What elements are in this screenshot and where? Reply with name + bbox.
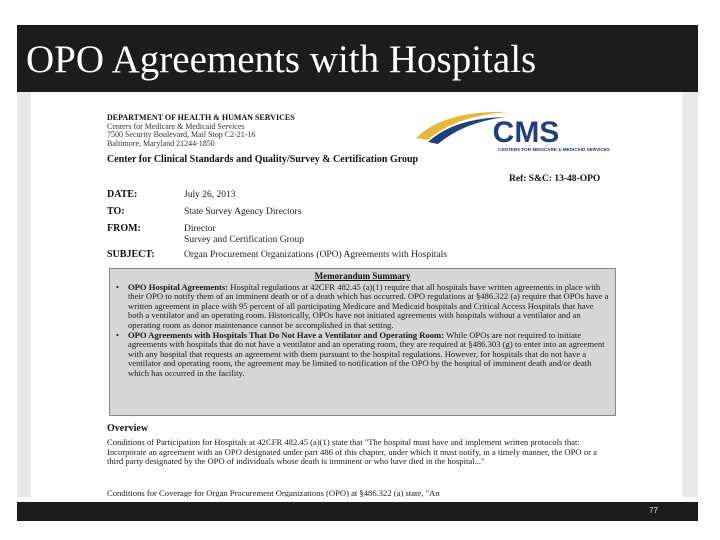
overview-paragraph: Conditions of Participation for Hospitals at 42CFR 482.45 (a)(1) state that "The hospital must have and implement written protocols that: Incorporate an agreement with an OPO designated under part 486 of this chapter, under which it must notify, in a timely manner, the OPO or a third party designated by the OPO of individuals whose death is imminent or who have died in the hospital..." [107,437,597,466]
overview-heading: Overview [107,423,149,434]
summary-title: Memorandum Summary [314,271,411,281]
group-name: Center for Clinical Standards and Quality/Survey & Certification Group [107,154,419,165]
from-label: FROM: [107,223,141,234]
bullet-icon: • [116,282,120,292]
cms-logo-letters: CMS [492,116,560,149]
date-label: DATE: [107,189,138,200]
agency-city: Baltimore, Maryland 21244-1850 [107,138,215,148]
slide-title: OPO Agreements with Hospitals [26,38,537,81]
agency-header [107,114,295,148]
cms-logo [414,108,614,154]
slide-footer [17,502,698,521]
summary-item-text: Hospital regulations at 42CFR 482.45 (a)(1) require that all hospitals have written agreements in place with their OPO to notify them of an imminent death or of a death which has occurred. OPO regulations at §486.322 (a) require that OPOs have a written agreement in place with 95 percent of all participating Medicare and Medicaid hospitals and Critical Access Hospitals that have both a ventilator and an operating room. Historically, OPOs have not initiated agreements with hospitals without a ventilator and an operating room as donor maintenance cannot be accomplished in that setting. [128,282,609,330]
reference-number: Ref: S&C: 13-48-OPO [509,174,601,184]
agency-center: Centers for Medicare & Medicaid Services [107,121,245,131]
agency-department: DEPARTMENT OF HEALTH & HUMAN SERVICES [107,113,295,122]
overview-paragraph-continued: Conditions for Coverage for Organ Procurement Organizations (OPO) at §486.322 (a) state, "An [107,488,440,497]
summary-list [116,283,610,379]
page-number: 77 [649,506,658,515]
summary-item [116,283,610,330]
summary-item-heading: OPO Agreements with Hospitals That Do Not Have a Ventilator and Operating Room: [128,330,445,341]
bullet-icon: • [116,330,120,341]
agency-address: 7500 Security Boulevard, Mail Stop C2-21-16 [107,130,256,139]
summary-item-heading: OPO Hospital Agreements: [128,282,229,292]
document-frame [17,92,698,497]
to-value: State Survey Agency Directors [184,207,302,217]
slide-header [17,25,698,92]
from-value: Director Survey and Certification Group [184,224,305,245]
summary-item-text: While OPOs are not required to initiate agreements with hospitals that do not have a ventilator and an operating room, they are required at §486.303 (g) to enter into an agreement with any hospital that requests an agreement with them pursuant to the hospital regulations. However, for hospitals that do not have a ventilator and operating room, the agreement may be limited to notification of the OPO by the hospital of imminent death and/or death which has occurred in the facility. [128,330,605,378]
subject-value: Organ Procurement Organizations (OPO) Agreements with Hospitals [184,250,447,260]
memorandum-summary-box [109,268,616,416]
to-label: TO: [107,206,125,217]
summary-item [116,331,610,378]
document-page [31,92,682,497]
date-value: July 26, 2013 [184,190,236,200]
subject-label: SUBJECT: [107,249,155,260]
cms-logo-subtitle: CENTERS FOR MEDICARE & MEDICAID SERVICES [498,147,610,152]
